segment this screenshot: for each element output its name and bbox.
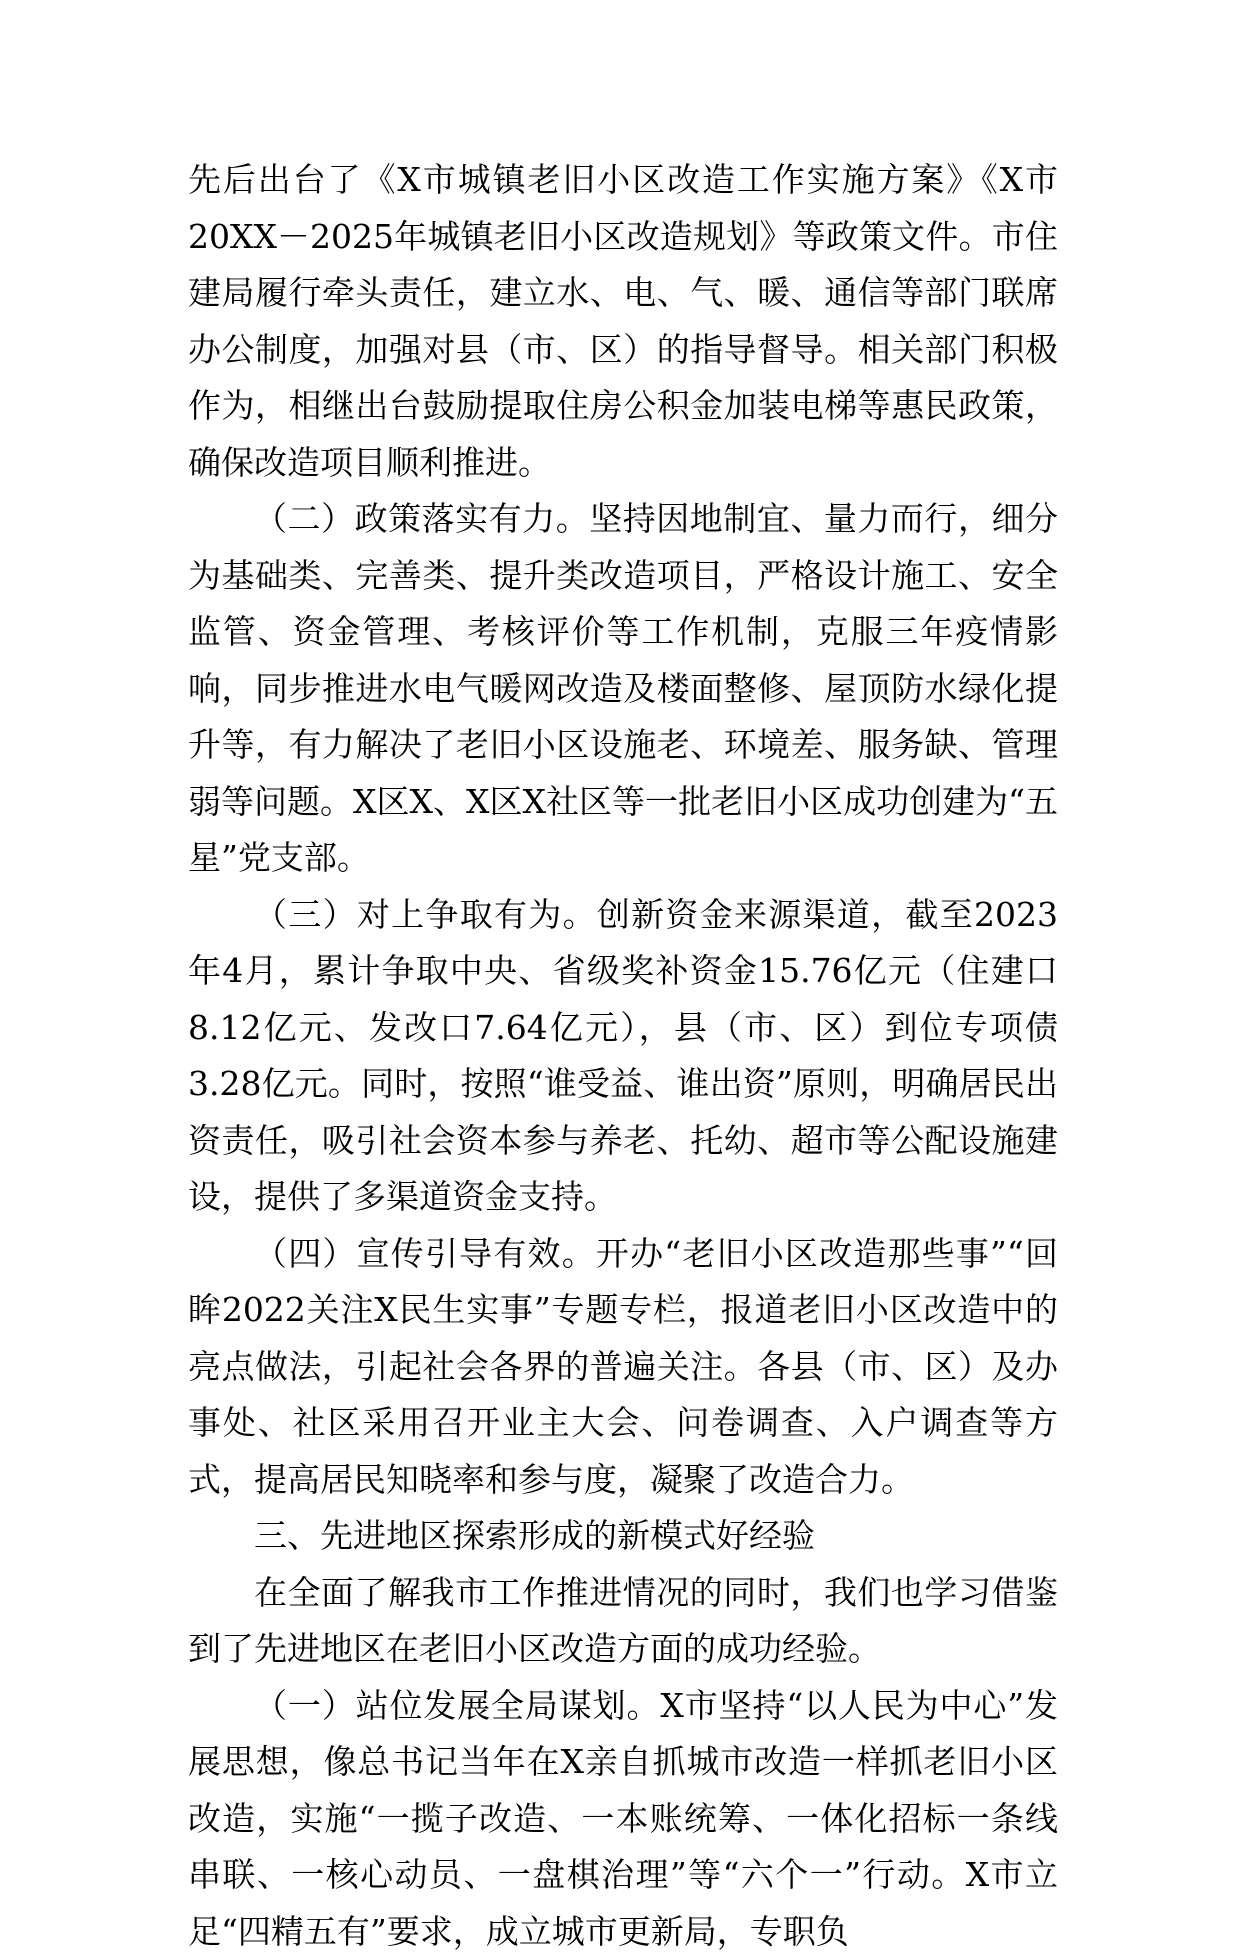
paragraph-publicity: （四）宣传引导有效。开办“老旧小区改造那些事”“回眸2022关注X民生实事”专题专栏，报道老旧小区改造中的亮点做法，引起社会各界的普遍关注。各县（市、区）及办事处、社区采用召开业主大会、问卷调查、入户调查等方式，提高居民知晓率和参与度，凝聚了改造合力。 — [188, 1226, 1058, 1509]
document-body — [188, 152, 1058, 1960]
paragraph-policy-implementation: （二）政策落实有力。坚持因地制宜、量力而行，细分为基础类、完善类、提升类改造项目，严格设计施工、安全监管、资金管理、考核评价等工作机制，克服三年疫情影响，同步推进水电气暖网改造及楼面整修、屋顶防水绿化提升等，有力解决了老旧小区设施老、环境差、服务缺、管理弱等问题。X区X、X区X社区等一批老旧小区成功创建为“五星”党支部。 — [188, 491, 1058, 887]
paragraph-policy-documents: 先后出台了《X市城镇老旧小区改造工作实施方案》《X市20XX－2025年城镇老旧小区改造规划》等政策文件。市住建局履行牵头责任，建立水、电、气、暖、通信等部门联席办公制度，加强对县（市、区）的指导督导。相关部门积极作为，相继出台鼓励提取住房公积金加装电梯等惠民政策，确保改造项目顺利推进。 — [188, 152, 1058, 491]
paragraph-overall-planning: （一）站位发展全局谋划。X市坚持“以人民为中心”发展思想，像总书记当年在X亲自抓城市改造一样抓老旧小区改造，实施“一揽子改造、一本账统筹、一体化招标一条线串联、一核心动员、一盘棋治理”等“六个一”行动。X市立足“四精五有”要求，成立城市更新局，专职负 — [188, 1678, 1058, 1960]
section-heading-advanced-experience: 三、先进地区探索形成的新模式好经验 — [188, 1508, 1058, 1565]
paragraph-funding: （三）对上争取有为。创新资金来源渠道，截至2023年4月，累计争取中央、省级奖补资金15.76亿元（住建口8.12亿元、发改口7.64亿元），县（市、区）到位专项债3.28亿元。同时，按照“谁受益、谁出资”原则，明确居民出资责任，吸引社会资本参与养老、托幼、超市等公配设施建设，提供了多渠道资金支持。 — [188, 887, 1058, 1226]
paragraph-learning-intro: 在全面了解我市工作推进情况的同时，我们也学习借鉴到了先进地区在老旧小区改造方面的成功经验。 — [188, 1565, 1058, 1678]
